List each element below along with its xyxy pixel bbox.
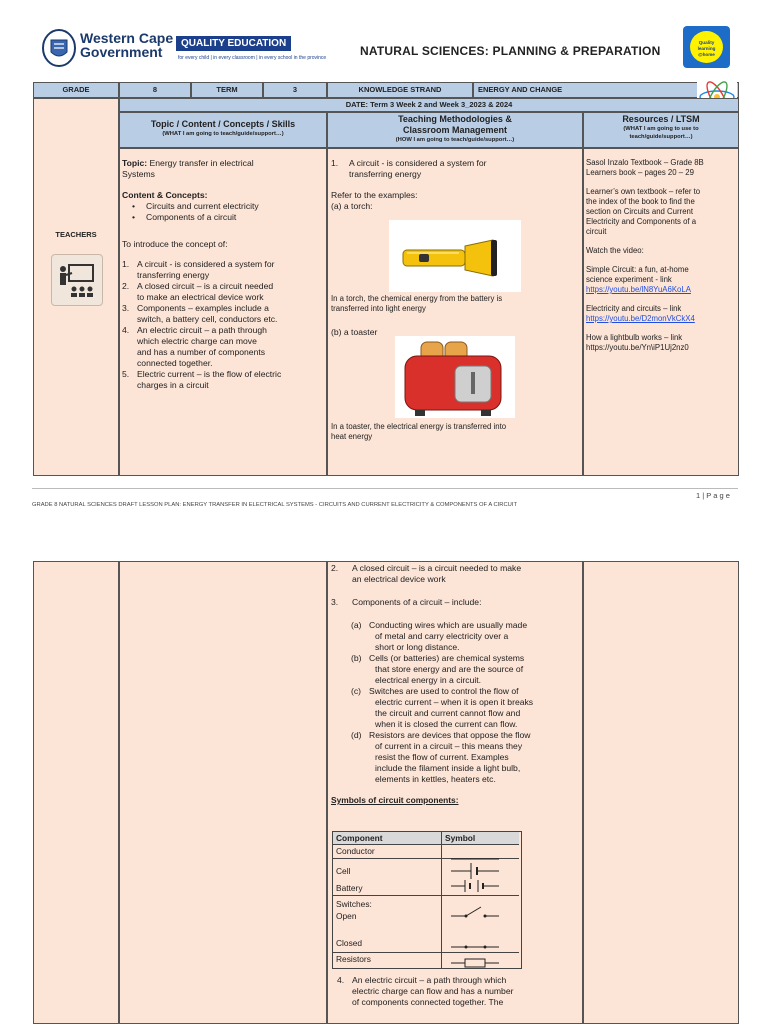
quality-learning-logo-text: Quality learning @home [690, 31, 723, 63]
toaster-label: (b) a toaster [331, 327, 378, 337]
open-switch-symbol-icon [451, 904, 499, 925]
teacher-presentation-icon [51, 254, 103, 306]
quality-education-badge: QUALITY EDUCATION [176, 36, 291, 51]
symbol-row-closed: Closed [336, 938, 363, 948]
symbols-header-component: Component [336, 833, 383, 843]
symbol-row-cell: Cell [336, 866, 351, 876]
topic-list-item: 2. A closed circuit – is a circuit needed to make an electrical device work [122, 281, 274, 302]
grade-value: 8 [119, 82, 191, 98]
symbol-row-switches: Switches: Open [336, 899, 372, 921]
toaster-image [395, 336, 515, 418]
topic-content: Topic: Energy transfer in electrical Systems Content & Concepts: • Circuits and current electricity • Components of a circuit To introduce the concept of: 1. A circuit - is considered a system for transferring energy 2. A closed circuit – is a circuit needed to make an electrical device work 3. Components – examples include a switch, a battery cell, conductors etc. 4. An electric circuit – a path through which electric charge can move and has a number of components connected together. 5. Electric current – is the flow of electric charges in a circuit [122, 158, 322, 391]
closed-switch-symbol-icon [451, 938, 499, 956]
strand-value: ENERGY AND CHANGE [473, 82, 739, 98]
quality-education-tagline: for every child | in every classroom | in every school in the province [178, 55, 327, 61]
video-link-electricity-circuits[interactable]: https://youtu.be/D2monVkCkX4 [586, 314, 695, 323]
video-link-simple-circuit[interactable]: https://youtu.be/lN8YuA6KoLA [586, 285, 691, 294]
methods-content: 1. A circuit - is considered a system for transferring energy Refer to the examples: (a) a torch: [331, 158, 487, 211]
footer-divider [32, 488, 738, 489]
western-cape-crest-icon [42, 28, 76, 68]
date-line: DATE: Term 3 Week 2 and Week 3_2023 & 2024 [119, 98, 739, 112]
video-url-lightbulb: https://youtu.be/Yn\iP1Uj2nz0 [586, 343, 689, 352]
grade-label: GRADE [33, 82, 119, 98]
page-title: NATURAL SCIENCES: PLANNING & PREPARATION [360, 44, 661, 58]
toaster-caption: In a toaster, the electrical energy is transferred into heat energy [331, 422, 507, 441]
topic-list-item: 3. Components – examples include a switch, a battery cell, conductors etc. [122, 303, 278, 324]
methods-item-4: 4. An electric circuit – a path through which electric charge can flow and has a number of components connected together. The [337, 975, 514, 1007]
resources-content: Sasol Inzalo Textbook – Grade 8B Learners book – pages 20 – 29 Learner’s own textbook – refer to the index of the book to find the section on Circuits and Current Electricity and Components of a circuit Watch the video: Simple Circuit: a fun, at-home science experiment - link https://youtu.be/lN8YuA6KoLA Electricity and circuits – link https://youtu.be/D2monVkCkX4 How a lightbulb works – link https://youtu.be/Yn\iP1Uj2nz0 [586, 158, 738, 353]
topic-list-item: 5. Electric current – is the flow of electric charges in a circuit [122, 369, 282, 390]
resistor-symbol-icon [451, 955, 499, 973]
component-subitem: (b) Cells (or batteries) are chemical systems that store energy and are the source of electrical energy in a circuit. [351, 653, 525, 685]
component-subitem: (a) Conducting wires which are usually made of metal and carry electricity over a short or long distance. [351, 620, 528, 652]
term-label: TERM [191, 82, 263, 98]
component-subitem: (d) Resistors are devices that oppose the flow of current in a circuit – this means they resist the flow of current. Examples include the filament inside a light bulb, elements in kettles, heaters etc. [351, 730, 531, 784]
symbols-header-symbol: Symbol [445, 833, 476, 843]
resources-column-body [583, 561, 739, 1024]
footer-text: GRADE 8 NATURAL SCIENCES DRAFT LESSON PLAN: ENERGY TRANSFER IN ELECTRICAL SYSTEMS - CIRCUITS AND CURRENT ELECTRICITY & COMPONENTS OF A CIRCUIT [32, 502, 517, 508]
methods-column-header: Teaching Methodologies & Classroom Management (HOW I am going to teach/guide/support…) [327, 112, 583, 148]
symbol-row-battery: Battery [336, 883, 363, 893]
topic-list-item: 1. A circuit - is considered a system for transferring energy [122, 259, 275, 280]
content-bullets: • Circuits and current electricity • Components of a circuit [132, 201, 259, 222]
torch-caption: In a torch, the chemical energy from the battery is transferred into light energy [331, 294, 503, 313]
topic-list-item: 4. An electric circuit – a path through which electric charge can move and has a number of components connected together. [122, 325, 267, 368]
strand-label: KNOWLEDGE STRAND [327, 82, 473, 98]
government-name: Western Cape Government [80, 30, 174, 60]
component-subitem: (c) Switches are used to control the flow of electric current – when it is open it breaks the circuit and current cannot flow and when it is closed the current can flow. [351, 686, 534, 729]
symbol-row-conductor: Conductor [336, 846, 375, 856]
resources-column-header: Resources / LTSM (WHAT I am going to use to teach/guide/support…) [583, 112, 739, 148]
teachers-label: TEACHERS [55, 230, 97, 239]
term-value: 3 [263, 82, 327, 98]
symbol-row-resistors: Resistors [336, 954, 371, 964]
topic-column-header: Topic / Content / Concepts / Skills (WHAT I am going to teach/guide/support…) [119, 112, 327, 148]
torch-image [389, 220, 521, 292]
symbols-table [332, 831, 522, 969]
teachers-column [33, 561, 119, 1024]
topic-column-body [119, 561, 327, 1024]
page-number: 1 | P a g e [696, 491, 730, 500]
methods-content-continued: 2. A closed circuit – is a circuit needed to make an electrical device work 3. Components of a circuit – include: (a) Conducting wires which are usually made of metal and carry electricity over a short or long distance. (b) Cells (or batteries) are chemical systems that store energy and are the source of electrical energy in a circuit. (c) Switches are used to control the flow of electric current – when it is open it breaks the circuit and current cannot flow and when it is closed the current can flow. (d) Resistors are devices that oppose the flow of current in a circuit – this means they resist the flow of current. Examples include the filament inside a light bulb, elements in kettles, heaters etc. Symbols of circuit components: [331, 563, 579, 806]
lesson-plan-table [33, 82, 739, 476]
symbols-title: Symbols of circuit components: [331, 795, 459, 805]
battery-symbol-icon [451, 878, 499, 899]
lesson-plan-table-continued [33, 561, 739, 1024]
